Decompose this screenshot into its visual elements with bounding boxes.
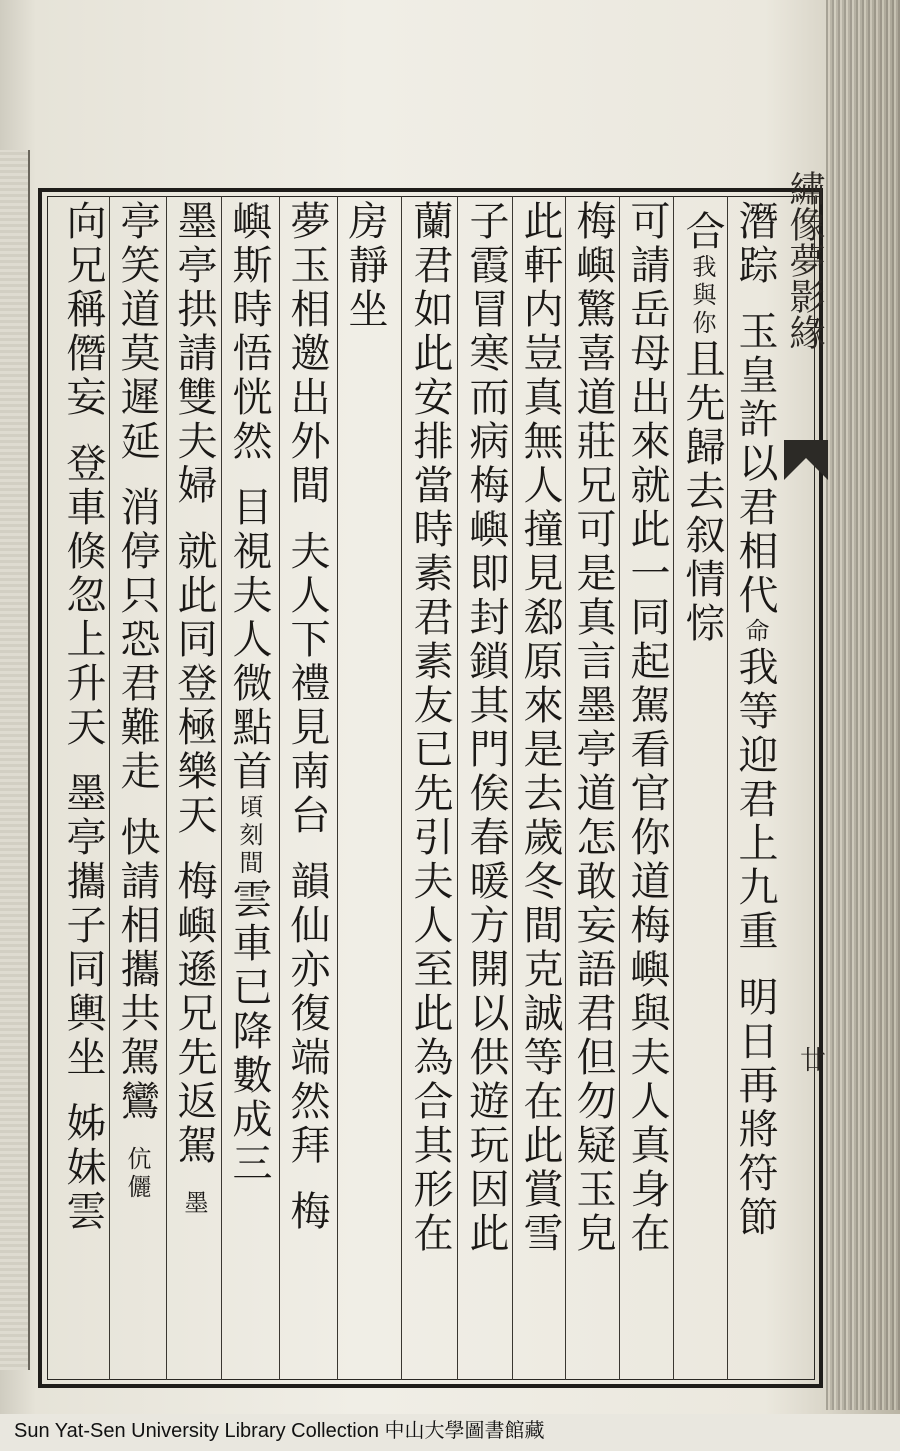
text-annotation: 頃刻間	[235, 794, 263, 878]
text-segment: 房靜坐	[342, 200, 388, 332]
page-stack-edge-left	[0, 150, 30, 1370]
text-column	[224, 200, 274, 1186]
text-column	[112, 200, 162, 1202]
column-rule	[565, 196, 566, 1380]
text-segment: 明日再將符節	[732, 976, 778, 1240]
text-segment: 亭笑道莫遲延	[114, 200, 160, 464]
text-segment: 蘭君如此安排當時素君素友已先引夫人至此為合其形在	[407, 200, 453, 1256]
text-segment: 夫人下禮見南台	[284, 530, 330, 838]
text-segment: 合	[679, 210, 725, 254]
text-segment: 墨亭拱請雙夫婦	[171, 200, 217, 508]
text-column	[515, 200, 565, 1256]
text-segment: 目視夫人微點首	[226, 486, 272, 794]
text-segment: 向兄稱僭妄	[60, 200, 106, 420]
text-segment: 子霞冒寒而病梅嶼即封鎖其門俟春暖方開以供遊玩因此	[463, 200, 509, 1256]
column-rule	[673, 196, 674, 1380]
text-segment: 快請相攜共駕鸞	[114, 816, 160, 1124]
text-annotation: 命	[741, 618, 769, 646]
text-segment: 墨亭攜子同輿坐	[60, 772, 106, 1080]
column-rule	[512, 196, 513, 1380]
text-column	[58, 200, 108, 1234]
page-number: 廿	[800, 1046, 827, 1076]
text-annotation: 墨	[180, 1190, 208, 1218]
text-annotation: 我與你	[688, 254, 716, 338]
page-stack-edge-right	[826, 0, 900, 1410]
text-segment: 韻仙亦復端然拜	[284, 860, 330, 1168]
text-segment: 玉皇許以君相代	[732, 310, 778, 618]
text-column	[461, 200, 511, 1256]
text-segment: 嶼斯時悟恍然	[226, 200, 272, 464]
text-column	[568, 200, 618, 1256]
text-segment: 姊妹雲	[60, 1102, 106, 1234]
column-rule	[401, 196, 402, 1380]
text-segment: 且先歸去叙情悰	[679, 338, 725, 646]
text-segment: 登車倏忽上升天	[60, 442, 106, 750]
text-segment: 可請岳母出來就此一同起駕看官你道梅嶼與夫人真身在	[624, 200, 670, 1256]
text-segment: 就此同登極樂天	[171, 530, 217, 838]
book-title: 繡像夢影緣	[784, 170, 825, 350]
text-segment: 梅	[284, 1190, 330, 1234]
text-segment: 梅嶼驚喜道莊兄可是真言墨亭道怎敢妄語君但勿疑玉皃	[570, 200, 616, 1256]
text-column	[340, 200, 390, 332]
text-annotation: 伉儷	[123, 1146, 151, 1202]
text-segment: 消停只恐君難走	[114, 486, 160, 794]
column-rule	[619, 196, 620, 1380]
text-column	[282, 200, 332, 1234]
column-rule	[457, 196, 458, 1380]
text-column	[730, 200, 780, 1240]
library-credit: Sun Yat-Sen University Library Collection 中山大學圖書館藏	[0, 1414, 900, 1451]
text-column	[169, 200, 219, 1218]
text-segment: 潛踪	[732, 200, 778, 288]
text-column	[405, 200, 455, 1256]
text-column	[677, 210, 727, 646]
text-segment: 此軒内豈真無人撞見郄原來是去歲冬間克誠等在此賞雪	[517, 200, 563, 1256]
text-segment: 梅嶼遜兄先返駕	[171, 860, 217, 1168]
text-segment: 雲車已降數成三	[226, 878, 272, 1186]
text-column	[622, 200, 672, 1256]
column-rule	[109, 196, 110, 1380]
column-rule	[337, 196, 338, 1380]
column-rule	[221, 196, 222, 1380]
column-rule	[727, 196, 728, 1380]
column-rule	[279, 196, 280, 1380]
column-rule	[166, 196, 167, 1380]
text-segment: 我等迎君上九重	[732, 646, 778, 954]
text-segment: 夢玉相邀出外間	[284, 200, 330, 508]
